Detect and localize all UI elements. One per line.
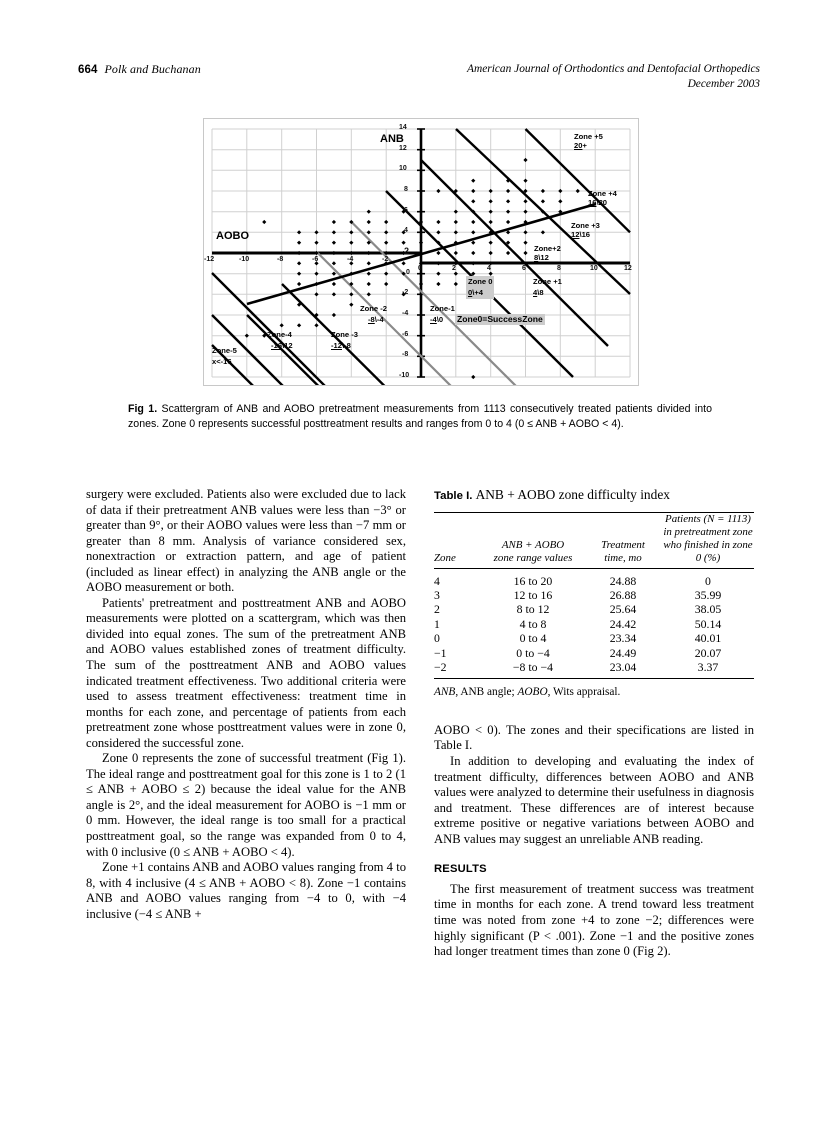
table-header-row [434, 512, 754, 568]
left-paragraph-2: Patients' pretreatment and posttreatment ANB and AOBO measurements were plotted on a scattergram, which was then divided into equal zones. The sum of the pretreatment ANB and AOBO values established zones of treatment difficulty. The sum of the posttreatment ANB and AOBO values indicated treatment effectiveness. Two additional criteria were used to assess treatment effectiveness: treatment time in months for each zone, and percentage of patients from each pretreatment zone whose posttreatment values were in zone 0, considered the successful zone. [86, 595, 406, 750]
y-axis-title: ANB [380, 133, 404, 145]
zone-label-zone-plus-2 [534, 244, 561, 263]
page-number: 664 [78, 64, 98, 76]
table-footnote [434, 679, 754, 701]
table-footnote-text-2: , Wits appraisal. [547, 686, 621, 699]
zone-difficulty-table [434, 512, 754, 679]
zone-minus-3-line2: -12\-8 [331, 341, 351, 351]
scatter-point [401, 241, 405, 245]
x-tick-m8: -8 [277, 256, 284, 263]
scatter-point [314, 292, 318, 296]
zone-plus-1-underline: 4 [533, 288, 538, 298]
scatter-point [506, 210, 510, 214]
y-tick-0: 0 [406, 269, 410, 276]
table-cell-range: 16 to 20 [513, 573, 553, 588]
table-cell-time: 25.64 [609, 602, 637, 617]
table-label: Table I. [434, 490, 473, 502]
figure-caption [128, 402, 712, 431]
scatter-point [506, 220, 510, 224]
scatter-point [471, 220, 475, 224]
scatter-point [541, 199, 545, 203]
table-cell-zone: 4 [434, 573, 440, 588]
zone-plus-5-line1: Zone +5 [574, 132, 603, 141]
scatter-point [489, 251, 493, 255]
table-cell-zone: 1 [434, 616, 440, 631]
zone-plus-4-line2: 16\20 [588, 198, 608, 208]
scatter-point [367, 261, 371, 265]
zone-minus-2-line2: -8\-4 [368, 315, 384, 325]
zone-label-zone-0 [466, 276, 494, 299]
scatter-point [384, 241, 388, 245]
scatter-point [489, 189, 493, 193]
zone-plus-4-line1: Zone +4 [588, 189, 617, 198]
table-cell-zone: 0 [434, 631, 440, 646]
table-cell-range: 0 to 4 [519, 631, 547, 646]
y-tick-2: 2 [404, 246, 410, 256]
table-cell-range: 8 to 12 [516, 602, 550, 617]
scatter-point [436, 230, 440, 234]
scatter-point [332, 241, 336, 245]
scatter-point [332, 261, 336, 265]
x-tick-m12: -12 [204, 256, 215, 263]
table-cell-pct: 3.37 [697, 659, 719, 674]
table-row [434, 631, 754, 645]
table-cell-zone: −2 [434, 659, 447, 674]
scatter-point [489, 220, 493, 224]
scatter-point [349, 303, 353, 307]
col-header-pct-line3: who finished in zone [663, 538, 753, 551]
col-header-range-line2: zone range values [493, 551, 573, 564]
scatter-point [489, 241, 493, 245]
scatter-point [419, 282, 423, 286]
table-cell-time: 24.49 [609, 645, 637, 660]
scatter-point [297, 323, 301, 327]
x-tick-0: 0 [418, 265, 422, 272]
table-cell-time: 24.88 [609, 573, 637, 588]
table-cell-time: 26.88 [609, 587, 637, 602]
scatter-point [349, 241, 353, 245]
x-tick-10: 10 [590, 265, 598, 272]
y-tick-m6: -6 [402, 331, 409, 338]
figure-caption-text: Scattergram of ANB and AOBO pretreatment measurements from 1113 consecutively treated patients divided into zones. Zone 0 represents successful posttreatment results and ranges from 0 to 4 (0 ≤ ANB + AOBO < 4). [128, 403, 712, 430]
scatter-point [297, 241, 301, 245]
body-column-right [434, 487, 754, 960]
body-column-left [86, 487, 406, 922]
scatter-point [523, 210, 527, 214]
y-tick-m10: -10 [399, 372, 410, 379]
table-footnote-text-1: , ANB angle; [455, 686, 518, 699]
x-tick-m2: -2 [382, 256, 389, 263]
scatter-point [523, 179, 527, 183]
scatter-point [384, 272, 388, 276]
scatter-point [367, 282, 371, 286]
scatter-point [314, 272, 318, 276]
zone-minus-2-line1: Zone -2 [360, 304, 388, 313]
scatter-point [436, 272, 440, 276]
x-tick-8: 8 [557, 265, 561, 272]
table-head [434, 512, 754, 568]
table-cell-range: 12 to 16 [513, 587, 553, 602]
table-cell-pct: 0 [705, 573, 711, 588]
col-header-time-line1: Treatment [601, 538, 645, 551]
table-spacer [434, 701, 754, 723]
right-paragraph-1: AOBO < 0). The zones and their specifications are listed in Table I. [434, 722, 754, 753]
scatter-point [454, 220, 458, 224]
journal-name: American Journal of Orthodontics and Dentofacial Orthopedics [467, 63, 760, 75]
table-cell-pct: 20.07 [694, 645, 722, 660]
y-tick-6: 6 [404, 207, 408, 214]
scatter-point [436, 189, 440, 193]
scatter-point [367, 230, 371, 234]
zone-minus-3-line1: Zone -3 [331, 330, 359, 339]
zone-minus-5-line2: x<-16 [212, 357, 232, 367]
x-axis-title: AOBO [216, 230, 249, 242]
scatter-point [401, 261, 405, 265]
zone-label-zone-plus-1 [533, 277, 562, 298]
zone-plus-3-line1: Zone +3 [571, 221, 600, 230]
zone-plus-1-line1: Zone +1 [533, 277, 562, 286]
scatter-point [314, 323, 318, 327]
col-header-pct-line2: in pretreatment zone [663, 525, 753, 538]
x-tick-m10: -10 [239, 256, 250, 263]
table-cell-range: 0 to −4 [516, 645, 550, 660]
scatter-point [314, 241, 318, 245]
scatter-point [297, 282, 301, 286]
table-cell-time: 24.42 [609, 616, 637, 631]
table-cell-pct: 50.14 [694, 616, 722, 631]
col-header-pct [662, 512, 754, 568]
y-tick-14: 14 [399, 124, 407, 131]
table-cell-range: −8 to −4 [512, 659, 554, 674]
x-tick-6: 6 [522, 265, 526, 272]
scatter-point [436, 251, 440, 255]
scatter-point [436, 282, 440, 286]
zone-plus-2-line2: 8\12 [534, 253, 549, 263]
y-tick-12: 12 [399, 145, 407, 152]
scatter-point [245, 334, 249, 338]
zone-label-zone-plus-5 [574, 132, 603, 151]
scatter-point [384, 230, 388, 234]
col-header-range [482, 512, 584, 568]
zone-label-zone-minus-1 [430, 304, 455, 325]
table-title [434, 487, 754, 505]
table-cell-range: 4 to 8 [519, 616, 547, 631]
scatter-point [454, 282, 458, 286]
zone-minus-1-underline: -4 [430, 315, 437, 325]
scatter-point [332, 313, 336, 317]
table-cell-zone: −1 [434, 645, 447, 660]
zone-minus-2-underline: -8 [368, 315, 375, 325]
table-footnote-abbr-2: AOBO [517, 686, 548, 699]
scatter-point [314, 230, 318, 234]
col-header-pct-line4: 0 (%) [695, 551, 721, 564]
results-heading: RESULTS [434, 863, 487, 876]
left-paragraph-1: surgery were excluded. Patients also were excluded due to lack of data if their pretreatment ANB values were less than −3° or greater than 9°, or their AOBO values were less than −7 mm or greater than 8 mm. Analysis of variance considered sex, nonextraction or extraction pattern, and age of patient (included as linear effect) in analyzing the ANB angle or the AOBO measurement or both. [86, 487, 406, 595]
scatter-point [262, 220, 266, 224]
zone-label-zone-plus-4 [588, 189, 617, 208]
zone-label-zone-plus-3 [571, 221, 600, 240]
scatter-point [489, 199, 493, 203]
scatter-point [332, 220, 336, 224]
scatter-point [349, 292, 353, 296]
scatter-point [436, 220, 440, 224]
scatter-point [471, 251, 475, 255]
right-paragraph-2: In addition to developing and evaluating the index of treatment difficulty, differences between AOBO and ANB values were analyzed to determine their usefulness in diagnosis and treatment. These differences are of interest because extreme positive or negative variations between AOBO and ANB values may suggest an unreliable ANB reading. [434, 754, 754, 846]
y-tick-4: 4 [404, 227, 408, 234]
figure-caption-label: Fig 1. [128, 403, 158, 415]
scatter-point [471, 241, 475, 245]
scatter-point [419, 241, 423, 245]
scatter-point [419, 272, 423, 276]
table-row [434, 646, 754, 660]
scatter-point [367, 292, 371, 296]
scatter-point [384, 220, 388, 224]
x-tick-m6: -6 [312, 256, 319, 263]
scatter-point [506, 199, 510, 203]
running-head-authors: Polk and Buchanan [104, 62, 201, 76]
scatter-point [471, 375, 475, 379]
col-header-zone: Zone [434, 551, 456, 564]
col-header-pct-line1: Patients (N = 1113) [665, 512, 751, 525]
scatter-point [384, 282, 388, 286]
zone-label-zone-minus-2 [360, 304, 387, 325]
left-paragraph-4: Zone +1 contains ANB and AOBO values ranging from 4 to 8, with 4 inclusive (4 ≤ ANB + AOBO < 8). Zone −1 contains ANB and AOBO values ranging from −4 to 0, with −4 inclusive (−4 ≤ ANB + [86, 860, 406, 921]
zone-plus-2-underline: 8 [534, 253, 539, 263]
zone-minus-3-underline: -12 [331, 341, 342, 351]
table-footnote-abbr-1: ANB [434, 686, 456, 699]
scatter-point [541, 230, 545, 234]
zone-success-banner: Zone0=SuccessZone [457, 314, 543, 324]
col-header-time [584, 512, 662, 568]
scatter-point [523, 241, 527, 245]
zone-minus-5-line1: Zone-5 [212, 346, 237, 355]
table-cell-pct: 35.99 [694, 587, 722, 602]
table-cell-zone: 2 [434, 602, 440, 617]
scatter-point [523, 199, 527, 203]
scatter-point [349, 230, 353, 234]
scatter-point [471, 230, 475, 234]
scatter-point [471, 179, 475, 183]
zone-plus-3-underline: 12 [571, 230, 580, 240]
table-row [434, 660, 754, 678]
table-cell-pct: 38.05 [694, 602, 722, 617]
table-row [434, 568, 754, 588]
zone-minus-1-line2: -4\0 [430, 315, 444, 325]
scatter-point [558, 189, 562, 193]
zone-plus-4-underline: 16 [588, 198, 597, 208]
y-tick-m2: -2 [402, 289, 409, 296]
scatter-point [280, 323, 284, 327]
scatter-point [454, 230, 458, 234]
table-cell-pct: 40.01 [694, 631, 722, 646]
scatter-point [367, 210, 371, 214]
issue-date: December 2003 [687, 78, 760, 90]
zone-0-line1: Zone 0 [468, 277, 493, 286]
x-tick-2: 2 [452, 265, 456, 272]
zone-minus-4-line2: -16\12 [271, 341, 293, 351]
scatter-point [506, 189, 510, 193]
scatter-point [454, 272, 458, 276]
x-tick-12: 12 [624, 265, 632, 272]
running-head [78, 62, 760, 96]
scatter-point [558, 199, 562, 203]
table-row [434, 617, 754, 631]
zone-plus-5-underline: 20 [574, 141, 583, 151]
col-header-range-line1: ANB + AOBO [501, 538, 565, 551]
scatter-point [332, 282, 336, 286]
scatter-point [367, 220, 371, 224]
y-tick-m4: -4 [402, 310, 409, 317]
scatter-point [332, 272, 336, 276]
zone-minus-4-line1: Zone-4 [267, 330, 292, 339]
col-header-time-line2: time, mo [604, 551, 642, 564]
figure-1 [203, 118, 639, 386]
x-tick-4: 4 [487, 265, 491, 272]
scatter-point [471, 189, 475, 193]
scatter-point [523, 251, 527, 255]
table-row [434, 602, 754, 616]
zone-0-underline: 0 [468, 288, 473, 298]
scatter-point [297, 261, 301, 265]
scatter-point [332, 230, 336, 234]
zone-plus-3-line2: 12\16 [571, 230, 591, 240]
zone-plus-2-line1: Zone+2 [534, 244, 561, 253]
left-paragraph-3: Zone 0 represents the zone of successful treatment (Fig 1). The ideal range and posttreatment goal for this zone is 1 to 2 (1 ≤ ANB + AOBO ≤ 2) because the ideal value for the ANB angle is 2°, and the ideal measurement for AOBO is −1 mm or 0 mm. However, the ideal range is too small for a practical posttreatment goal, so the range was expanded from 0 to 4, with 0 inclusive (0 ≤ ANB + AOBO < 4). [86, 751, 406, 859]
scatter-point [419, 189, 423, 193]
scatter-point [471, 199, 475, 203]
scatter-point [297, 230, 301, 234]
zone-plus-5-line2: 20+ [574, 141, 587, 151]
running-head-left [78, 62, 201, 77]
scatter-point [506, 251, 510, 255]
x-tick-m4: -4 [347, 256, 354, 263]
y-tick-8: 8 [404, 186, 408, 193]
scatter-point [419, 210, 423, 214]
y-tick-10: 10 [399, 165, 407, 172]
zone-label-zone-minus-4 [267, 330, 293, 351]
scatter-point [367, 272, 371, 276]
table-body [434, 568, 754, 678]
table-cell-time: 23.04 [609, 659, 637, 674]
right-paragraph-3: The first measurement of treatment success was treatment time in months for each zone. A trend toward less treatment time was noted from zone +4 to zone −2; differences were highly significant (P < .001). Zone −1 and the positive zones had longer treatment times than zone 0 (Fig 2). [434, 881, 754, 959]
scatter-point [297, 272, 301, 276]
scatter-point [576, 189, 580, 193]
scatter-point [419, 230, 423, 234]
running-head-right [467, 62, 760, 92]
scatter-point [454, 251, 458, 255]
scatter-point [523, 158, 527, 162]
zone-minus-4-underline: -16 [271, 341, 282, 351]
scatter-point [454, 210, 458, 214]
scatter-point [541, 189, 545, 193]
table-caption: ANB + AOBO zone difficulty index [475, 487, 670, 502]
zone-0-line2: 0\+4 [468, 288, 484, 298]
table-cell-time: 23.34 [609, 631, 637, 646]
scatter-point [489, 210, 493, 214]
table-row [434, 588, 754, 602]
scatter-point [332, 292, 336, 296]
table-cell-zone: 3 [434, 587, 440, 602]
zone-label-zone-minus-3 [331, 330, 358, 351]
zone-minus-1-line1: Zone-1 [430, 304, 455, 313]
y-tick-m8: -8 [402, 351, 409, 358]
scatter-point [523, 230, 527, 234]
zone-plus-1-line2: 4\8 [533, 288, 544, 298]
zone-label-zone-minus-5 [212, 346, 237, 367]
